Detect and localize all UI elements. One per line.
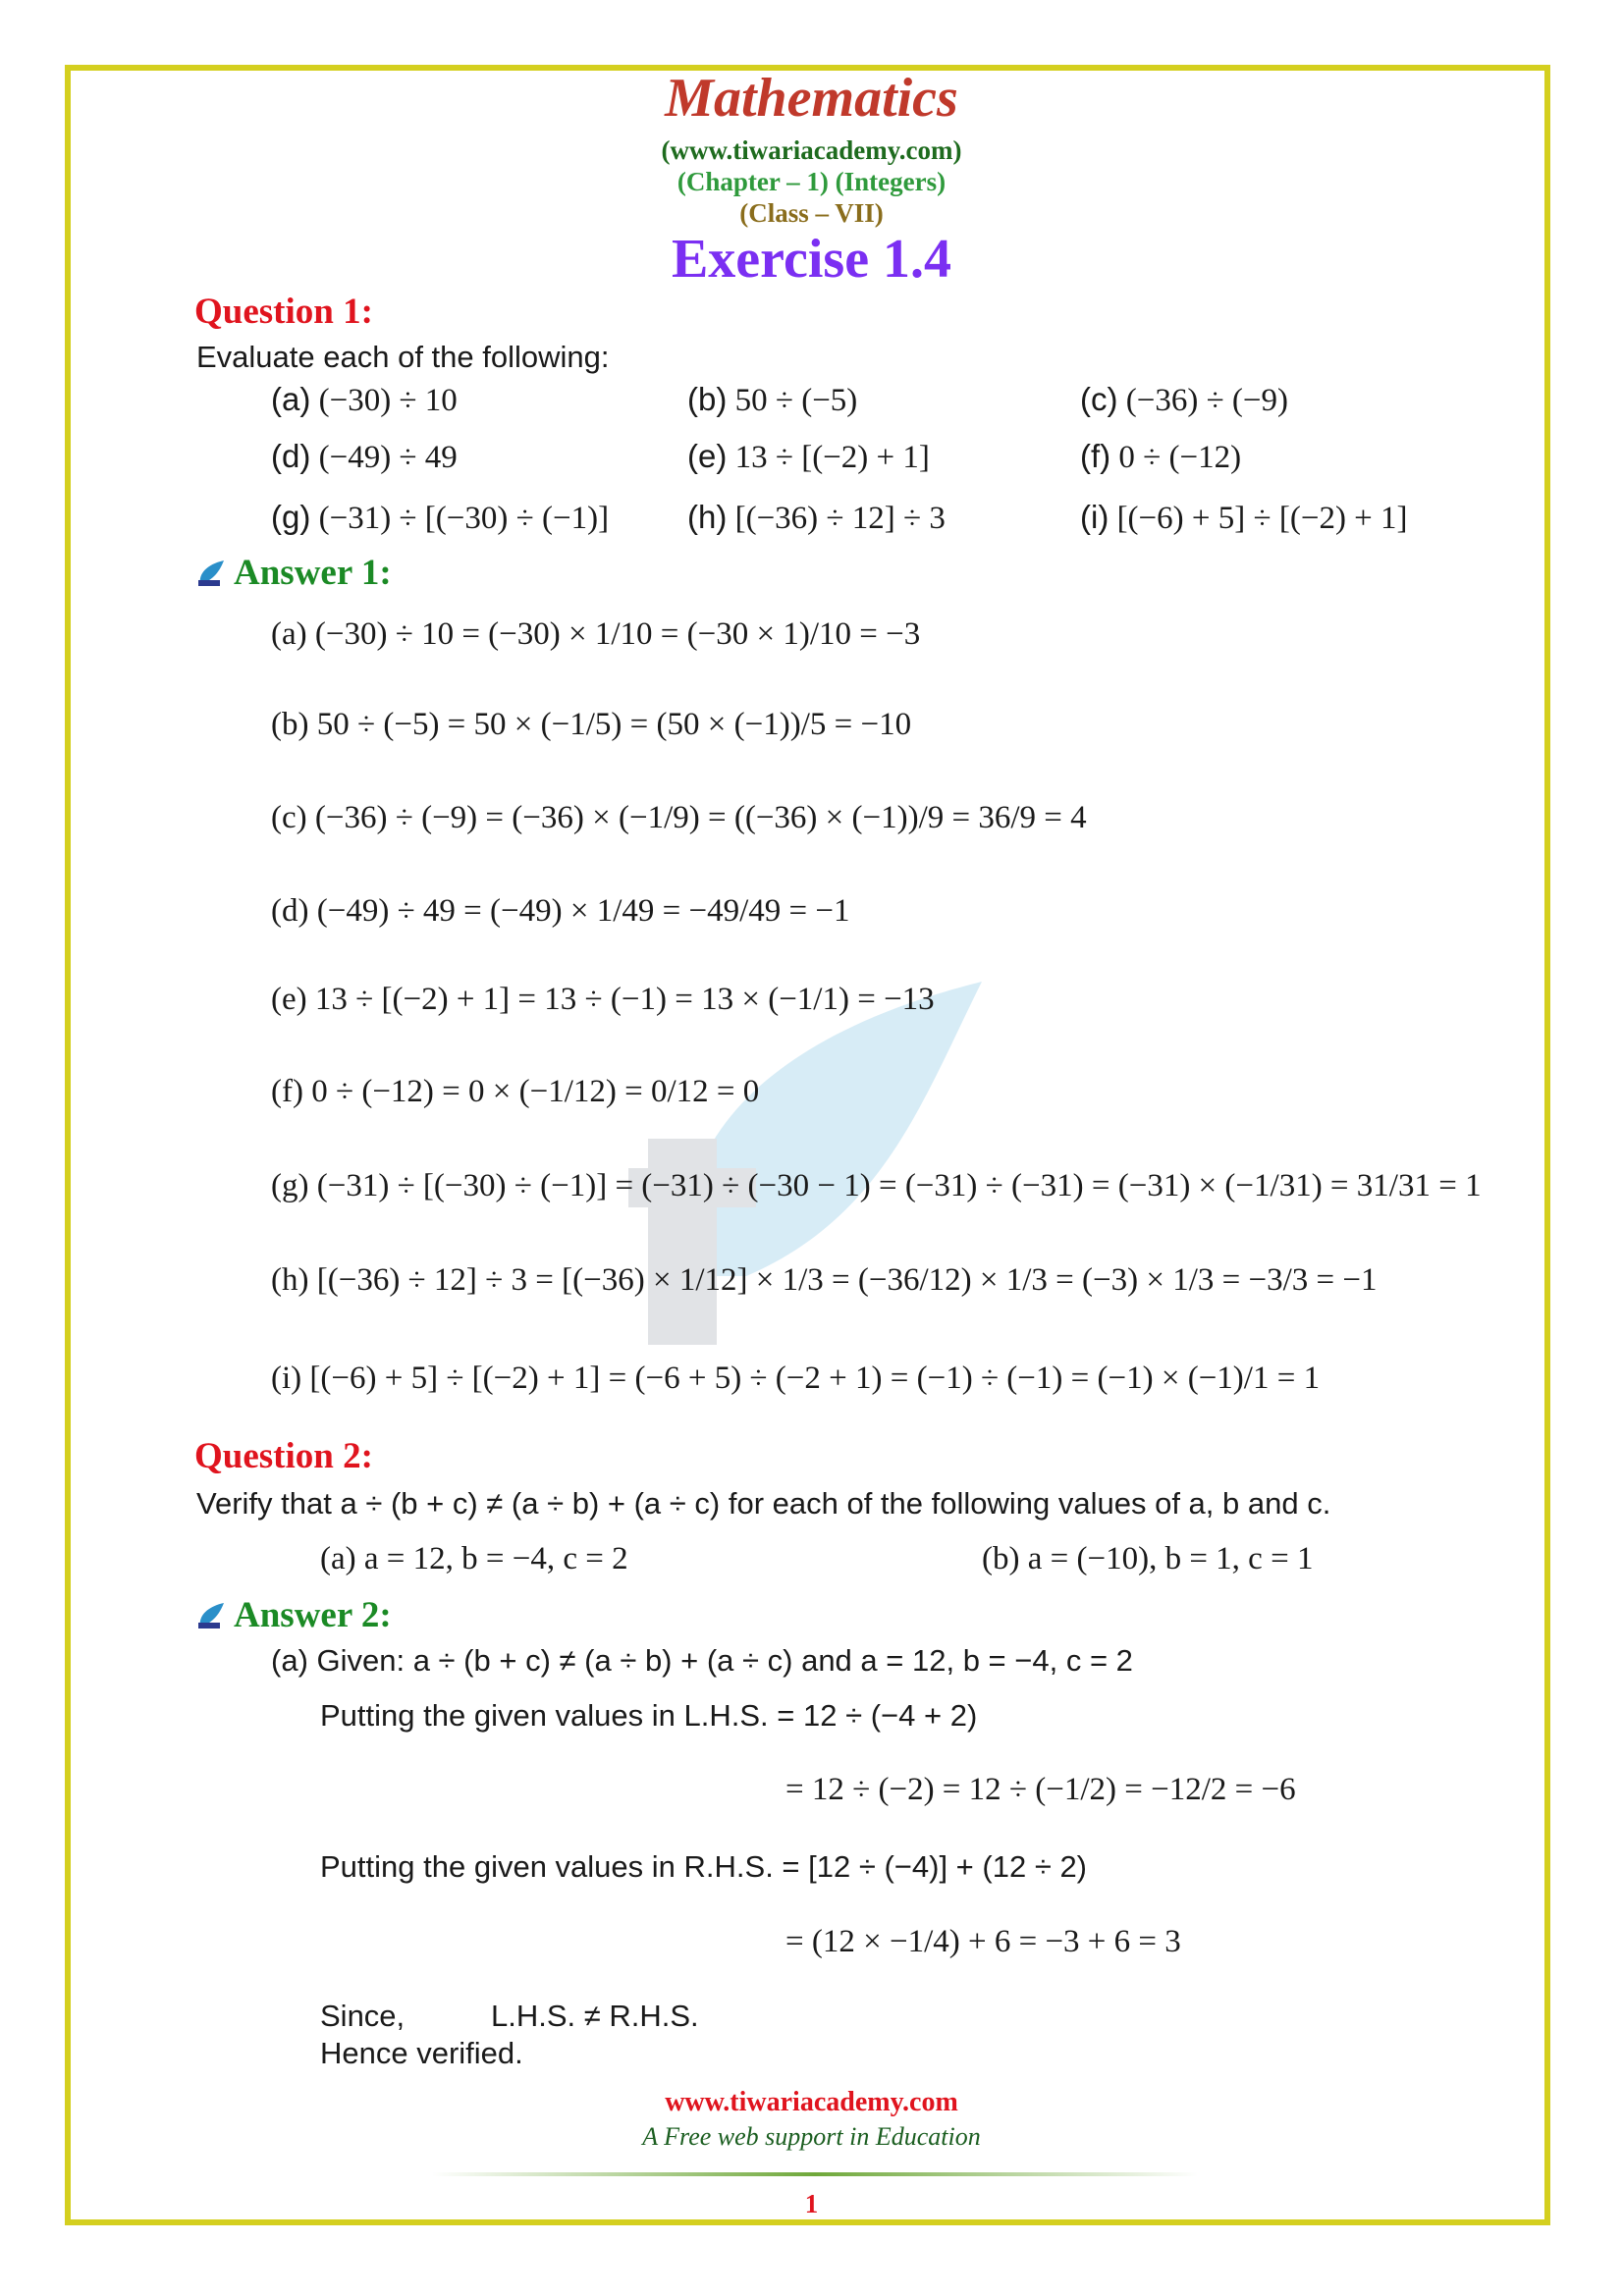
q1-part-a: (a) (−30) ÷ 10	[271, 381, 458, 418]
answer2-heading: Answer 2:	[196, 1594, 392, 1636]
answer2-lhs-line2: = 12 ÷ (−2) = 12 ÷ (−1/2) = −12/2 = −6	[785, 1772, 1296, 1807]
q1-part-d: (d) (−49) ÷ 49	[271, 438, 458, 475]
answer1-line-a: (a) (−30) ÷ 10 = (−30) × 1/10 = (−30 × 1)/10 = −3	[271, 616, 921, 652]
answer1-line-f: (f) 0 ÷ (−12) = 0 × (−1/12) = 0/12 = 0	[271, 1074, 760, 1109]
answer1-line-d: (d) (−49) ÷ 49 = (−49) × 1/49 = −49/49 = −1	[271, 893, 850, 929]
q1-part-c: (c) (−36) ÷ (−9)	[1080, 381, 1289, 418]
answer2-rhs-line1: Putting the given values in R.H.S. = [12 ÷ (−4)] + (12 ÷ 2)	[320, 1849, 1088, 1884]
answer2-rhs-line2: = (12 × −1/4) + 6 = −3 + 6 = 3	[785, 1924, 1181, 1959]
q2-part-b: (b) a = (−10), b = 1, c = 1	[982, 1541, 1314, 1576]
answer1-line-g: (g) (−31) ÷ [(−30) ÷ (−1)] = (−31) ÷ (−30 − 1) = (−31) ÷ (−31) = (−31) × (−1/31) = 31/31 = 1	[271, 1168, 1482, 1203]
q2-part-a: (a) a = 12, b = −4, c = 2	[320, 1541, 628, 1576]
q1-part-f: (f) 0 ÷ (−12)	[1080, 438, 1242, 475]
question1-prompt: Evaluate each of the following:	[196, 340, 610, 374]
tiwari-logo-icon	[196, 1601, 226, 1630]
q1-part-e: (e) 13 ÷ [(−2) + 1]	[687, 438, 930, 475]
website-line[interactable]: (www.tiwariacademy.com)	[661, 135, 962, 165]
q1-part-b: (b) 50 ÷ (−5)	[687, 381, 858, 418]
answer2-given: (a) Given: a ÷ (b + c) ≠ (a ÷ b) + (a ÷ c) and a = 12, b = −4, c = 2	[271, 1643, 1133, 1678]
page-number: 1	[804, 2189, 819, 2218]
q1-part-h: (h) [(−36) ÷ 12] ÷ 3	[687, 499, 946, 536]
answer1-heading: Answer 1:	[196, 552, 392, 594]
tiwari-logo-icon	[196, 559, 226, 588]
answer1-line-e: (e) 13 ÷ [(−2) + 1] = 13 ÷ (−1) = 13 × (−1/1) = −13	[271, 982, 935, 1017]
q1-part-g: (g) (−31) ÷ [(−30) ÷ (−1)]	[271, 499, 610, 536]
question2-prompt: Verify that a ÷ (b + c) ≠ (a ÷ b) + (a ÷ c) for each of the following values of a, b and c.	[196, 1486, 1331, 1521]
q1-part-i: (i) [(−6) + 5] ÷ [(−2) + 1]	[1080, 499, 1408, 536]
answer2-conclusion: Hence verified.	[320, 2036, 523, 2070]
answer1-line-i: (i) [(−6) + 5] ÷ [(−2) + 1] = (−6 + 5) ÷ (−2 + 1) = (−1) ÷ (−1) = (−1) × (−1)/1 = 1	[271, 1361, 1321, 1396]
exercise-title: Exercise 1.4	[671, 229, 952, 290]
answer2-since-label: Since,	[320, 1999, 406, 2033]
footer-website-link[interactable]: www.tiwariacademy.com	[665, 2087, 958, 2117]
question1-heading: Question 1:	[194, 292, 373, 332]
class-line: (Class – VII)	[739, 198, 884, 228]
answer1-line-b: (b) 50 ÷ (−5) = 50 × (−1/5) = (50 × (−1))/5 = −10	[271, 707, 912, 742]
answer1-line-c: (c) (−36) ÷ (−9) = (−36) × (−1/9) = ((−36) × (−1))/9 = 36/9 = 4	[271, 800, 1087, 835]
footer-tagline: A Free web support in Education	[642, 2122, 981, 2151]
answer1-line-h: (h) [(−36) ÷ 12] ÷ 3 = [(−36) × 1/12] × 1/3 = (−36/12) × 1/3 = (−3) × 1/3 = −3/3 = −1	[271, 1262, 1378, 1298]
subject-title: Mathematics	[665, 68, 958, 129]
answer2-lhs-line1: Putting the given values in L.H.S. = 12 ÷ (−4 + 2)	[320, 1698, 978, 1733]
chapter-line: (Chapter – 1) (Integers)	[676, 167, 947, 196]
answer2-since-value: L.H.S. ≠ R.H.S.	[491, 1999, 699, 2033]
footer-divider	[432, 2172, 1198, 2176]
question2-heading: Question 2:	[194, 1436, 373, 1476]
